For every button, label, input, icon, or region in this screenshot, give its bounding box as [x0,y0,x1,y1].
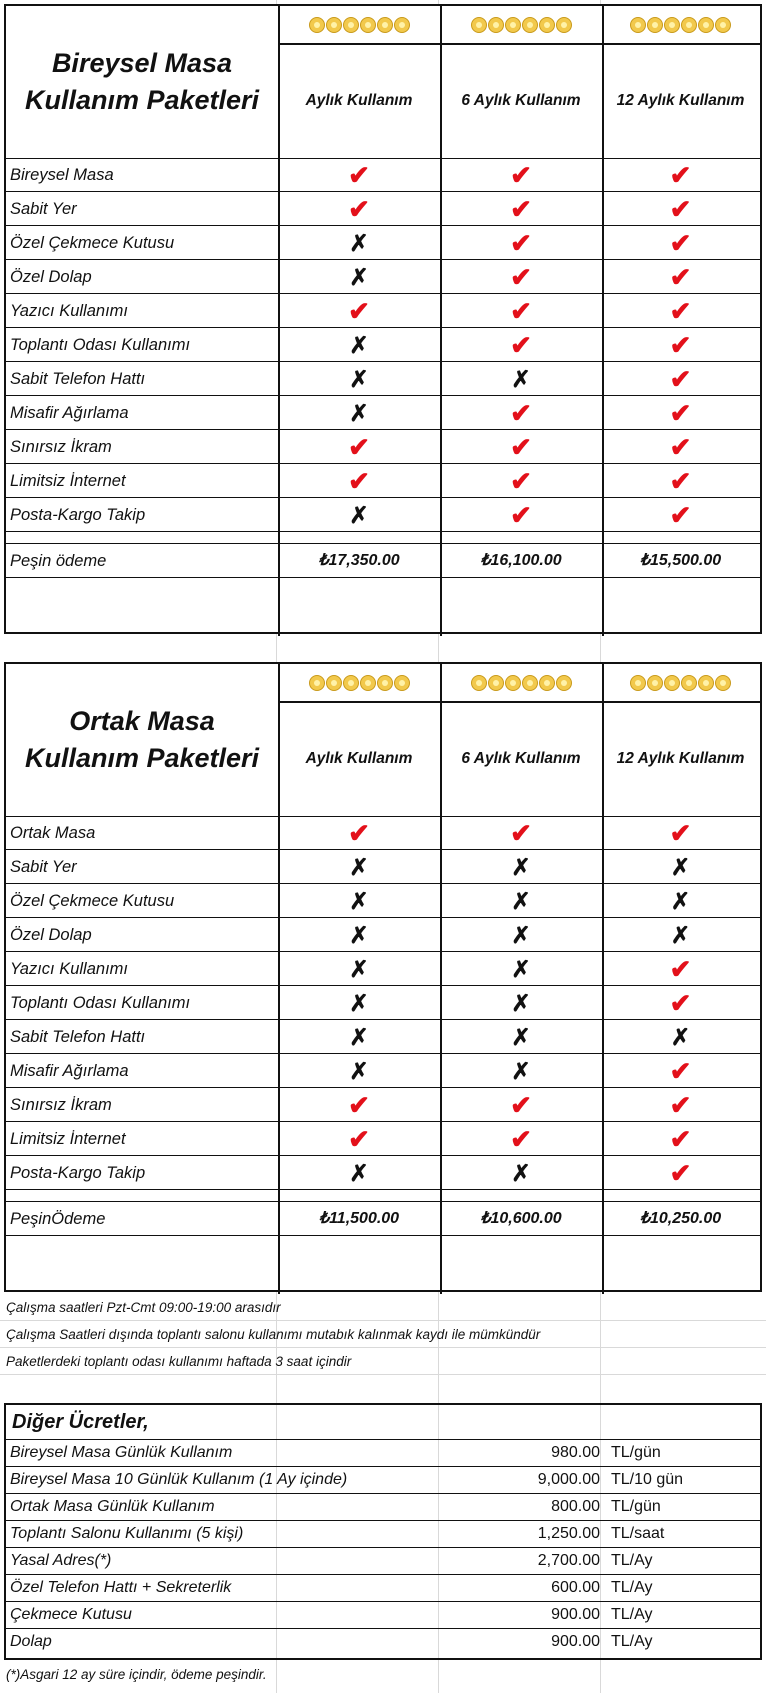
fee-row [6,1628,760,1655]
fee-label: Toplantı Salonu Kullanımı (5 kişi) [10,1525,244,1542]
flower-star-icon [630,675,646,691]
fee-unit: TL/Ay [611,1633,653,1650]
flower-star-icon [471,675,487,691]
price-label: Peşin ödeme [10,552,107,570]
feature-label: Yazıcı Kullanımı [10,960,128,978]
check-icon: ✔ [510,227,532,258]
table-row [6,918,760,952]
fee-label: Yasal Adres(*) [10,1552,112,1569]
fee-row [6,1493,760,1520]
fee-unit: TL/Ay [611,1579,653,1596]
check-icon: ✔ [669,295,692,326]
check-icon: ✔ [348,465,370,496]
fee-value: 600.00 [551,1579,600,1596]
flower-star-icon [326,17,342,33]
feature-label: Özel Dolap [10,926,92,944]
package-title: Ortak Masa Kullanım Paketleri [24,706,260,773]
sheet-gridline [0,1320,766,1321]
rating-stars [602,6,759,43]
feature-label: Özel Çekmece Kutusu [10,234,175,252]
feature-label: Sabit Telefon Hattı [10,1028,146,1046]
flower-star-icon [715,675,731,691]
flower-star-icon [681,675,697,691]
check-icon: ✔ [348,193,370,224]
fee-row [6,1520,760,1547]
check-icon: ✔ [510,465,532,496]
check-icon: ✔ [669,1157,692,1188]
table-header [6,664,760,817]
cross-icon: ✗ [511,1023,531,1050]
cross-icon: ✗ [511,921,531,948]
other-fees-title: Diğer Ücretler, [12,1411,149,1433]
check-icon: ✔ [348,817,370,848]
cross-icon: ✗ [511,955,531,982]
fee-row [6,1439,760,1466]
flower-star-icon [647,17,663,33]
flower-star-icon [309,17,325,33]
flower-star-icon [522,675,538,691]
ortak-package-table [4,662,762,1292]
price-value: ₺10,600.00 [480,1210,562,1227]
check-icon: ✔ [348,159,370,190]
flower-star-icon [505,675,521,691]
fee-row [6,1574,760,1601]
feature-label: Özel Çekmece Kutusu [10,892,175,910]
check-icon: ✔ [669,363,692,394]
price-row [6,544,760,578]
table-row [6,192,760,226]
cross-icon: ✗ [511,1159,531,1186]
column-header: Aylık Kullanım [305,749,413,767]
table-row [6,1020,760,1054]
fee-label: Çekmece Kutusu [10,1606,132,1623]
table-row [6,1122,760,1156]
check-icon: ✔ [348,1089,370,1120]
price-value: ₺11,500.00 [318,1210,400,1227]
check-icon: ✔ [669,193,692,224]
table-row [6,498,760,532]
flower-star-icon [360,17,376,33]
flower-star-icon [647,675,663,691]
feature-label: Özel Dolap [10,268,92,286]
cross-icon: ✗ [349,331,369,358]
price-value: ₺17,350.00 [318,552,400,569]
cross-icon: ✗ [511,1057,531,1084]
fee-unit: TL/gün [611,1498,661,1515]
fee-label: Bireysel Masa Günlük Kullanım [10,1444,233,1461]
fee-unit: TL/10 gün [611,1471,684,1488]
flower-star-icon [630,17,646,33]
cross-icon: ✗ [349,887,369,914]
cross-icon: ✗ [349,921,369,948]
feature-label: Sınırsız İkram [10,1096,112,1114]
flower-star-icon [394,17,410,33]
check-icon: ✔ [510,817,532,848]
price-row [6,1202,760,1236]
feature-label: Sınırsız İkram [10,438,112,456]
cross-icon: ✗ [349,1057,369,1084]
flower-star-icon [556,17,572,33]
column-divider [602,664,604,1294]
check-icon: ✔ [669,1123,692,1154]
bireysel-package-table [4,4,762,634]
feature-label: Posta-Kargo Takip [10,1164,146,1182]
fee-row [6,1547,760,1574]
column-header: Aylık Kullanım [305,91,413,109]
check-icon: ✔ [669,329,692,360]
sheet-gridline [0,1347,766,1348]
cross-icon: ✗ [670,921,691,948]
fee-value: 9,000.00 [537,1471,600,1488]
table-row [6,158,760,192]
cross-icon: ✗ [511,887,531,914]
flower-star-icon [309,675,325,691]
table-row [6,1088,760,1122]
cross-icon: ✗ [670,887,691,914]
check-icon: ✔ [669,227,692,258]
check-icon: ✔ [510,397,532,428]
flower-star-icon [539,17,555,33]
table-row [6,952,760,986]
cross-icon: ✗ [349,263,369,290]
flower-star-icon [505,17,521,33]
column-header: 6 Aylık Kullanım [461,91,581,109]
check-icon: ✔ [510,1089,532,1120]
table-row [6,884,760,918]
table-header [6,6,760,159]
flower-star-icon [377,675,393,691]
flower-star-icon [360,675,376,691]
table-row [6,362,760,396]
feature-label: Misafir Ağırlama [10,404,129,422]
flower-star-icon [681,17,697,33]
cross-icon: ✗ [349,229,369,256]
fee-value: 900.00 [551,1606,600,1623]
table-row [6,464,760,498]
feature-label: Posta-Kargo Takip [10,506,146,524]
price-label: PeşinÖdeme [10,1210,106,1228]
check-icon: ✔ [510,159,532,190]
check-icon: ✔ [669,1089,692,1120]
column-divider [440,6,442,636]
cross-icon: ✗ [349,365,369,392]
check-icon: ✔ [510,329,532,360]
other-fees-table [4,1403,762,1660]
check-icon: ✔ [669,953,692,984]
check-icon: ✔ [669,499,692,530]
fee-value: 900.00 [551,1633,600,1650]
fee-value: 1,250.00 [537,1525,600,1542]
check-icon: ✔ [510,431,532,462]
rating-stars [440,664,602,701]
fee-label: Ortak Masa Günlük Kullanım [10,1498,215,1515]
flower-star-icon [698,675,714,691]
table-row [6,850,760,884]
feature-label: Sabit Telefon Hattı [10,370,146,388]
table-row [6,396,760,430]
flower-star-icon [488,17,504,33]
rating-stars [440,6,602,43]
check-icon: ✔ [510,193,532,224]
note-line: Paketlerdeki toplantı odası kullanımı haftada 3 saat içindir [6,1354,352,1369]
check-icon: ✔ [669,1055,692,1086]
cross-icon: ✗ [349,853,369,880]
cross-icon: ✗ [670,1023,691,1050]
fee-row [6,1466,760,1493]
note-line: Çalışma saatleri Pzt-Cmt 09:00-19:00 arasıdır [6,1300,281,1315]
flower-star-icon [715,17,731,33]
price-value: ₺10,250.00 [639,1210,722,1227]
table-row [6,1054,760,1088]
column-header: 12 Aylık Kullanım [616,91,745,109]
fee-value: 800.00 [551,1498,600,1515]
feature-label: Limitsiz İnternet [10,1130,126,1148]
cross-icon: ✗ [511,853,531,880]
column-divider [440,664,442,1294]
feature-label: Sabit Yer [10,200,77,218]
flower-star-icon [343,675,359,691]
check-icon: ✔ [669,987,692,1018]
check-icon: ✔ [348,1123,370,1154]
check-icon: ✔ [348,295,370,326]
cross-icon: ✗ [349,1159,369,1186]
fee-unit: TL/Ay [611,1606,653,1623]
price-value: ₺16,100.00 [480,552,562,569]
feature-label: Ortak Masa [10,824,96,842]
table-row [6,986,760,1020]
cross-icon: ✗ [349,399,369,426]
flower-star-icon [488,675,504,691]
feature-label: Toplantı Odası Kullanımı [10,336,191,354]
column-divider [278,6,280,636]
spacer-row [6,1190,760,1202]
check-icon: ✔ [669,397,692,428]
fee-label: Bireysel Masa 10 Günlük Kullanım (1 Ay içinde) [10,1471,348,1488]
cross-icon: ✗ [349,1023,369,1050]
feature-label: Yazıcı Kullanımı [10,302,128,320]
table-row [6,430,760,464]
footnote: (*)Asgari 12 ay süre içindir, ödeme peşindir. [6,1667,267,1682]
rating-stars [278,6,440,43]
flower-star-icon [326,675,342,691]
feature-label: Toplantı Odası Kullanımı [10,994,191,1012]
fee-label: Özel Telefon Hattı + Sekreterlik [10,1579,232,1596]
column-divider [602,6,604,636]
feature-label: Sabit Yer [10,858,77,876]
check-icon: ✔ [348,431,370,462]
cross-icon: ✗ [349,989,369,1016]
feature-label: Bireysel Masa [10,166,114,184]
column-header: 12 Aylık Kullanım [616,749,745,767]
flower-star-icon [556,675,572,691]
spacer-row [6,532,760,544]
column-divider [278,664,280,1294]
check-icon: ✔ [510,295,532,326]
fee-unit: TL/saat [611,1525,665,1542]
fee-unit: TL/gün [611,1444,661,1461]
fee-value: 2,700.00 [537,1552,600,1569]
flower-star-icon [698,17,714,33]
fee-row [6,1601,760,1628]
fee-label: Dolap [10,1633,52,1650]
fee-value: 980.00 [551,1444,600,1461]
flower-star-icon [664,675,680,691]
check-icon: ✔ [669,431,692,462]
flower-star-icon [522,17,538,33]
table-row [6,816,760,850]
rating-stars [602,664,759,701]
cross-icon: ✗ [511,989,531,1016]
cross-icon: ✗ [511,365,531,392]
fee-unit: TL/Ay [611,1552,653,1569]
cross-icon: ✗ [349,501,369,528]
check-icon: ✔ [669,159,692,190]
table-row [6,260,760,294]
flower-star-icon [471,17,487,33]
feature-label: Misafir Ağırlama [10,1062,129,1080]
check-icon: ✔ [510,499,532,530]
sheet-gridline [0,1374,766,1375]
check-icon: ✔ [510,1123,532,1154]
table-row [6,294,760,328]
check-icon: ✔ [669,465,692,496]
table-row [6,226,760,260]
rating-stars [278,664,440,701]
check-icon: ✔ [669,261,692,292]
flower-star-icon [539,675,555,691]
check-icon: ✔ [510,261,532,292]
cross-icon: ✗ [670,853,691,880]
table-row [6,1156,760,1190]
feature-label: Limitsiz İnternet [10,472,126,490]
flower-star-icon [343,17,359,33]
table-row [6,328,760,362]
flower-star-icon [664,17,680,33]
check-icon: ✔ [669,817,692,848]
package-title: Bireysel Masa Kullanım Paketleri [24,48,260,115]
column-header: 6 Aylık Kullanım [461,749,581,767]
price-value: ₺15,500.00 [639,552,722,569]
flower-star-icon [377,17,393,33]
cross-icon: ✗ [349,955,369,982]
flower-star-icon [394,675,410,691]
note-line: Çalışma Saatleri dışında toplantı salonu kullanımı mutabık kalınmak kaydı ile mümkündür [6,1327,541,1342]
